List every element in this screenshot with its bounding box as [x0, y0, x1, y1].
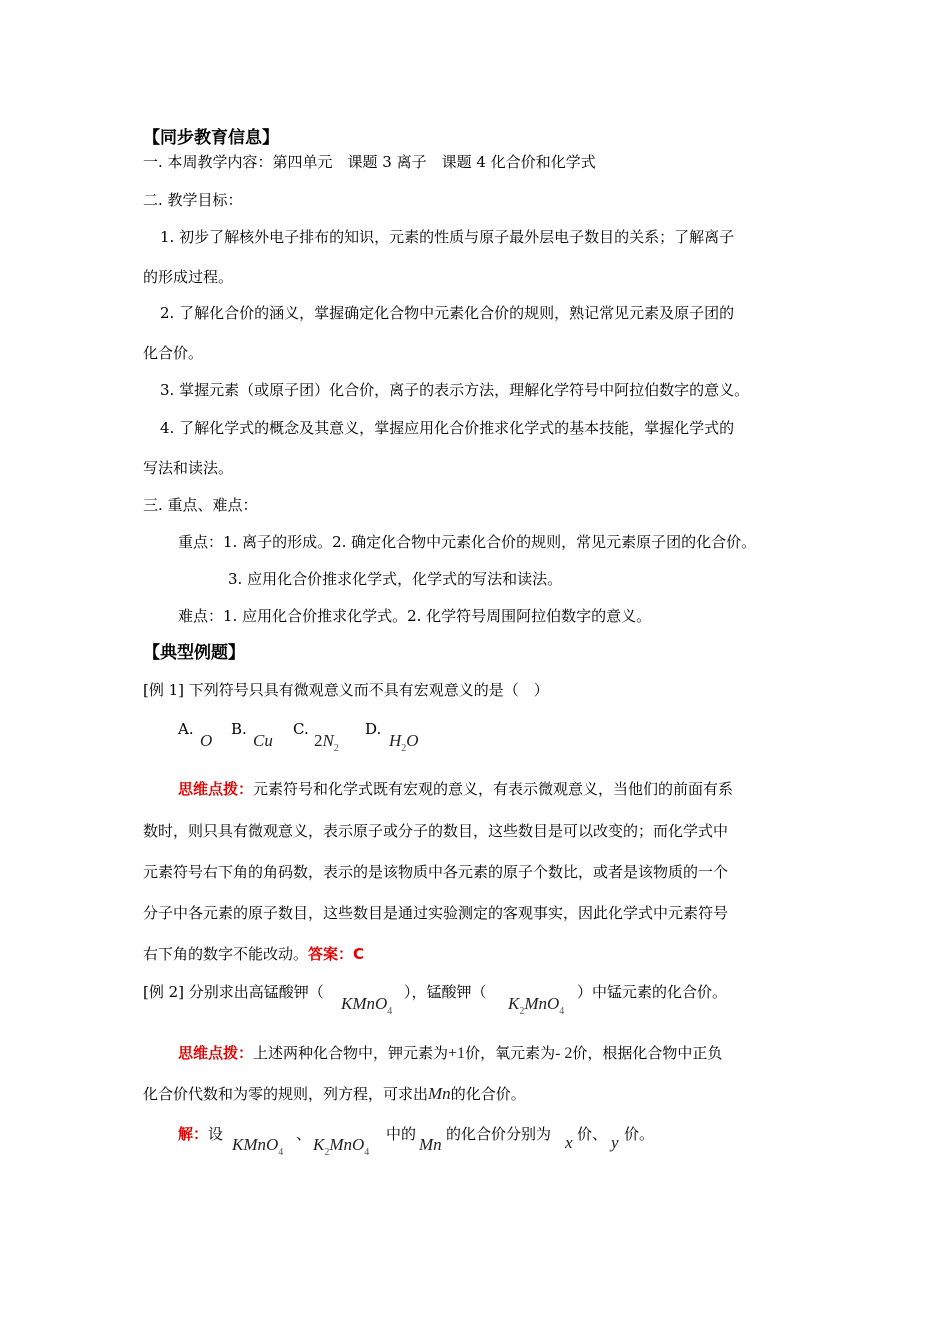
solution-text-5: 价。: [624, 1125, 655, 1143]
hint-1-line-1: 思维点拨：元素符号和化学式既有宏观的意义，有表示微观意义，当他们的前面有系: [178, 780, 734, 798]
hint-2-line-2: 化合价代数和为零的规则，列方程，可求出Mn的化合价。: [143, 1084, 526, 1103]
option-b-formula: Cu: [253, 731, 273, 750]
formula-k2mno4: $K_2MnO_4$: [508, 994, 565, 1017]
goal-4: 4. 了解化学式的概念及其意义，掌握应用化合价推求化学式的基本技能，掌握化学式的: [160, 419, 735, 437]
solution-text-3: 的化合价分别为: [446, 1125, 552, 1143]
option-b-label: B.: [231, 720, 247, 738]
hint-1-line-5: 右下角的数字不能改动。答案：C: [143, 945, 365, 963]
keypoint-line-1: 重点：1. 离子的形成。2. 确定化合物中元素化合价的规则，常见元素原子团的化合价。: [178, 533, 757, 551]
goal-3: 3. 掌握元素（或原子团）化合价，离子的表示方法，理解化学符号中阿拉伯数字的意义。: [160, 381, 750, 399]
keypoint-line-2: 3. 应用化合价推求化学式，化学式的写法和读法。: [228, 570, 563, 588]
answer: 答案：C: [308, 945, 365, 963]
example-1-question: [例 1] 下列符号只具有微观意义而不具有宏观意义的是（ ）: [143, 681, 549, 699]
goal-2: 2. 了解化合价的涵义，掌握确定化合物中元素化合价的规则，熟记常见元素及原子团的: [160, 304, 735, 322]
variable-y: y: [611, 1133, 619, 1152]
formula-kmno4: KMnO$_4$: [341, 994, 393, 1017]
option-a-label: A.: [178, 720, 194, 738]
goal-4-cont: 写法和读法。: [143, 459, 234, 477]
section-header-examples: 【典型例题】: [143, 643, 245, 663]
solution-line: 解：设: [178, 1125, 224, 1143]
example-2-part-3: ）中锰元素的化合价。: [577, 983, 728, 1001]
option-c-formula: $2N_2$: [314, 731, 339, 754]
goal-1: 1. 初步了解核外电子排布的知识，元素的性质与原子最外层电子数目的关系；了解离子: [160, 228, 735, 246]
option-d-formula: $H_2O$: [389, 731, 419, 754]
hint-2-line-1: 思维点拨：上述两种化合物中，钾元素为+1价，氧元素为- 2价，根据化合物中正负: [178, 1044, 723, 1062]
hint-1-line-3: 元素符号右下角的角码数，表示的是该物质中各元素的原子个数比，或者是该物质的一个: [143, 863, 729, 881]
option-c-label: C.: [293, 720, 309, 738]
solution-mn: Mn: [419, 1135, 442, 1154]
solution-text-4: 价、: [577, 1125, 608, 1143]
section-header: 【同步教育信息】: [143, 128, 279, 148]
solution-formula-k2mno4: $K_2MnO_4$: [313, 1135, 370, 1158]
goals-heading: 二. 教学目标：: [143, 191, 243, 209]
hint-1-line-2: 数时，则只具有微观意义，表示原子或分子的数目，这些数目是可以改变的；而化学式中: [143, 822, 729, 840]
goal-2-cont: 化合价。: [143, 344, 204, 362]
solution-text-2: 中的: [386, 1125, 417, 1143]
option-d-label: D.: [365, 720, 382, 738]
variable-x: x: [565, 1133, 573, 1152]
option-a-formula: O: [200, 731, 213, 750]
example-2-part-1: [例 2] 分别求出高锰酸钾（: [143, 983, 324, 1001]
goal-1-cont: 的形成过程。: [143, 268, 234, 286]
content-line: 一. 本周教学内容：第四单元 课题 3 离子 课题 4 化合价和化学式: [143, 153, 596, 171]
example-2-part-2: ），锰酸钾（: [404, 983, 487, 1001]
hint-1-line-4: 分子中各元素的原子数目，这些数目是通过实验测定的客观事实，因此化学式中元素符号: [143, 904, 729, 922]
keypoints-heading: 三. 重点、难点：: [143, 496, 258, 514]
solution-separator: 、: [296, 1125, 312, 1143]
difficulty-line: 难点：1. 应用化合价推求化学式。2. 化学符号周围阿拉伯数字的意义。: [178, 607, 652, 625]
solution-formula-kmno4: KMnO$_4$: [232, 1135, 284, 1158]
